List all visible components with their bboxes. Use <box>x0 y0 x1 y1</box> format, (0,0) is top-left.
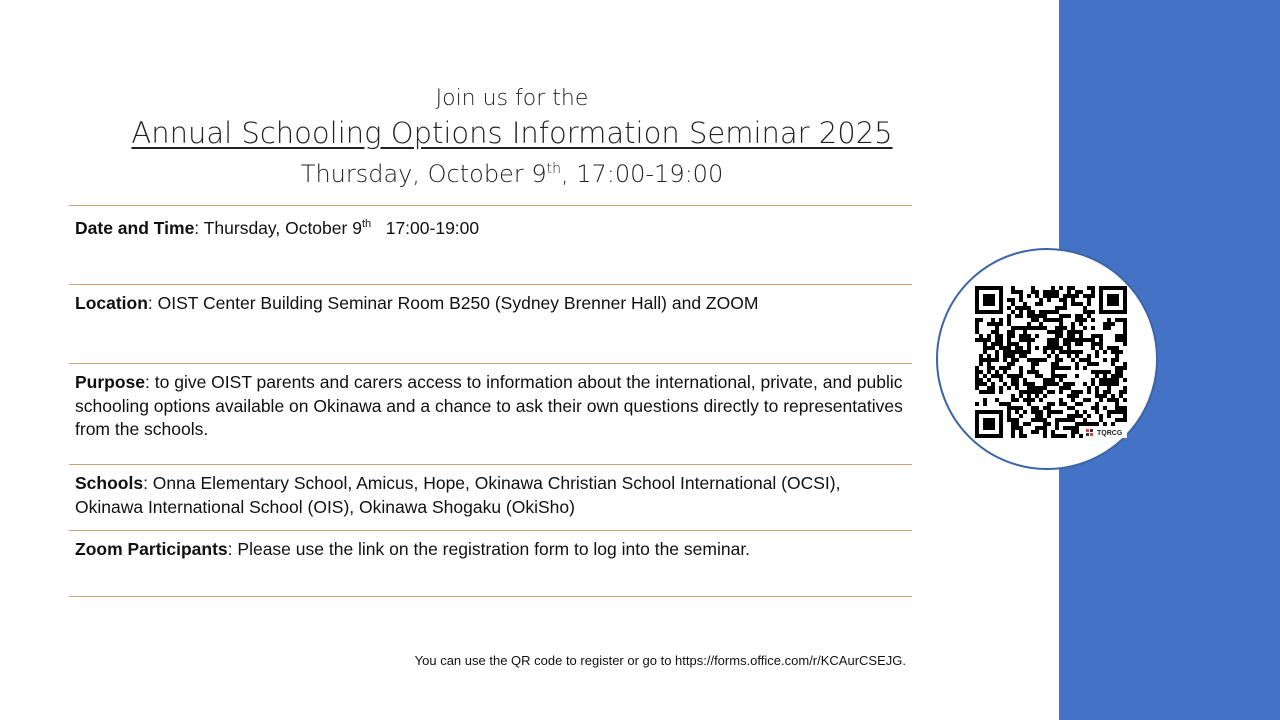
purpose-label: Purpose <box>75 372 146 392</box>
qr-brand-label: TQRCG <box>1097 430 1123 437</box>
event-header <box>70 84 954 191</box>
zoom-label: Zoom Participants <box>75 539 228 559</box>
schools-label: Schools <box>75 473 144 493</box>
zoom-row: Zoom Participants: Please use the link on the registration form to log into the seminar. <box>69 530 912 597</box>
location-label: Location <box>75 293 148 313</box>
event-info-table <box>69 205 912 597</box>
purpose-row: Purpose: to give OIST parents and carers access to information about the international, private, and public schooling options available on Okinawa and a chance to ask their own questions directly to representatives from the schools. <box>69 363 912 464</box>
event-title: Annual Schooling Options Information Seminar 2025 <box>131 116 893 150</box>
datetime-label: Date and Time <box>75 217 195 238</box>
qr-code-icon[interactable] <box>975 286 1127 438</box>
intro-text: Join us for the <box>435 86 589 111</box>
schools-row: Schools: Onna Elementary School, Amicus, Hope, Okinawa Christian School International (OCSI), Okinawa International School (OIS), Okinawa Shogaku (OkiSho) <box>69 464 912 530</box>
registration-note[interactable]: You can use the QR code to register or go to https://forms.office.com/r/KCAurCSEJG. <box>414 653 906 668</box>
datetime-row: Date and Time: Thursday, October 9th 17:00-19:00 <box>69 205 912 284</box>
location-row: Location: OIST Center Building Seminar Room B250 (Sydney Brenner Hall) and ZOOM <box>69 284 912 363</box>
event-datetime: Thursday, October 9th, 17:00-19:00 <box>300 160 724 188</box>
